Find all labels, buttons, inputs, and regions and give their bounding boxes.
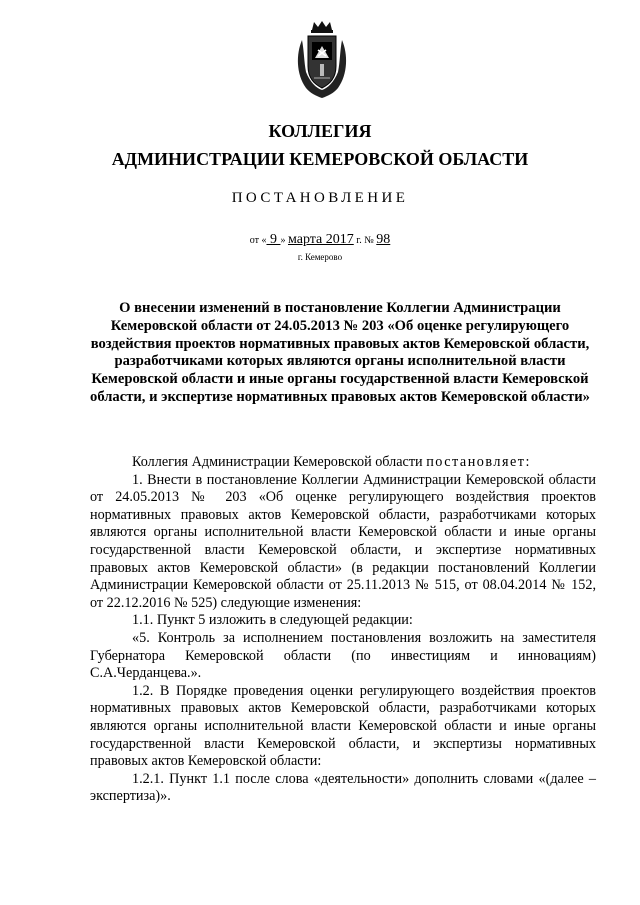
document-number: 98 <box>376 232 391 247</box>
date-day: 9 <box>266 232 281 247</box>
document-body <box>90 454 596 806</box>
intro-verb: постановляет: <box>426 454 531 470</box>
date-line <box>0 231 640 250</box>
intro-paragraph <box>90 454 596 472</box>
paragraph-1: 1. Внести в постановление Коллегии Администрации Кемеровской области от 24.05.2013 № 203 «Об оценке регулирующего воздействия проектов нормативных правовых актов Кемеровской области, разработчиками которых являются органы исполнительной власти Кемеровской области и иные органы государственной власти Кемеровской области, и экспертизе нормативных правовых актов Кемеровской области» (в редакции постановлений Коллегии Администрации Кемеровской области от 25.11.2013 № 515, от 08.04.2014 № 152, от 22.12.2016 № 525) следующие изменения: <box>90 471 596 611</box>
paragraph-1-1: 1.1. Пункт 5 изложить в следующей редакции: <box>132 612 413 629</box>
document-title: О внесении изменений в постановление Коллегии Администрации Кемеровской области от 24.05.2013 № 203 «Об оценке регулирующего воздействия проектов нормативных правовых актов Кемеровской области, разработчиками которых являются органы исполнительной власти Кемеровской области и иные органы государственной власти Кемеровской области, и экспертизе нормативных правовых актов Кемеровской области» <box>90 300 590 405</box>
header-line1: КОЛЛЕГИЯ <box>268 121 372 141</box>
header-line2: АДМИНИСТРАЦИИ КЕМЕРОВСКОЙ ОБЛАСТИ <box>111 149 529 169</box>
date-suffix: г. № <box>353 235 377 246</box>
document-type: ПОСТАНОВЛЕНИЕ <box>231 190 409 206</box>
date-month-year: марта 2017 <box>287 232 354 247</box>
coat-of-arms-icon <box>294 20 350 100</box>
city: г. Кемерово <box>297 252 343 262</box>
paragraph-1-1-quote: «5. Контроль за исполнением постановления возложить на заместителя Губернатора Кемеровской области (по инвестициям и инновациям) С.А.Черданцева.». <box>90 629 596 682</box>
paragraph-1-2: 1.2. В Порядке проведения оценки регулирующего воздействия проектов нормативных правовых актов Кемеровской области, разработчиками которых являются органы исполнительной власти Кемеровской области и иные органы государственной власти Кемеровской области, и экспертизы нормативных правовых актов Кемеровской области: <box>90 682 596 770</box>
intro-text: Коллегия Администрации Кемеровской области <box>132 454 427 470</box>
date-prefix: от « <box>249 235 267 246</box>
date-mid: » <box>280 235 288 246</box>
paragraph-1-2-1: 1.2.1. Пункт 1.1 после слова «деятельности» дополнить словами «(далее – экспертиза)». <box>90 770 596 805</box>
